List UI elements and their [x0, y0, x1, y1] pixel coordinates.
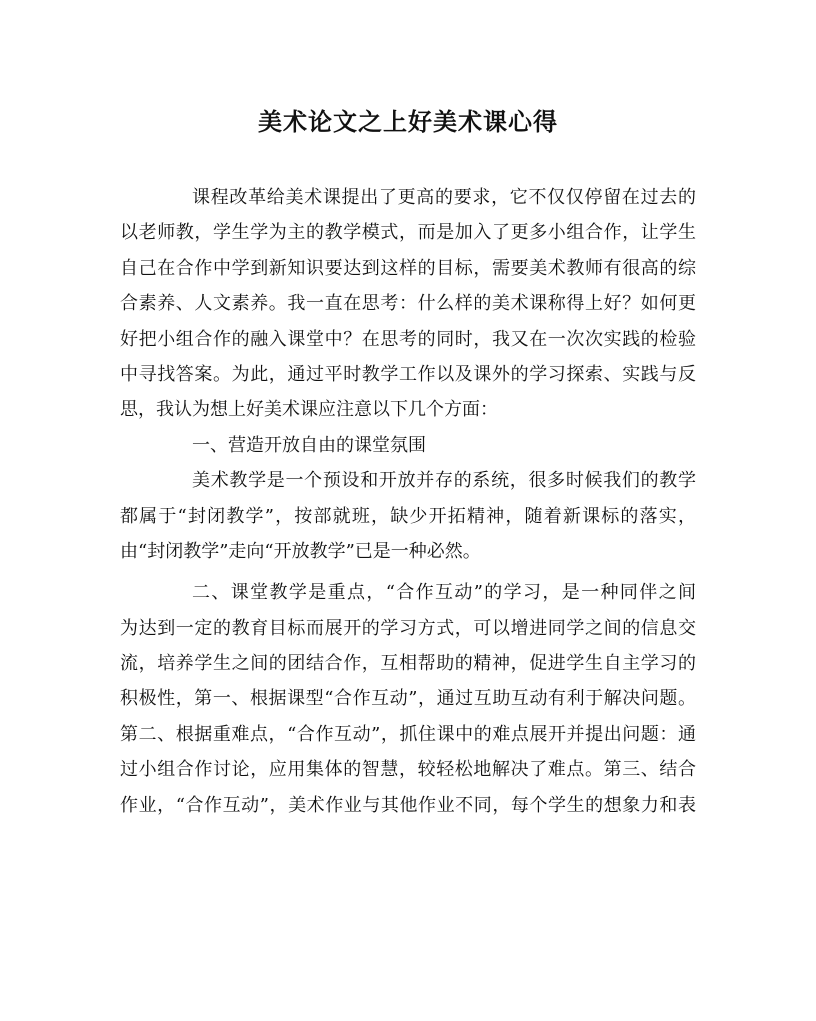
paragraph-line: 过小组合作讨论，应用集体的智慧，较轻松地解决了难点。第三、结合	[120, 759, 696, 781]
paragraph-line: 自己在合作中学到新知识要达到这样的目标，需要美术教师有很高的综	[120, 257, 696, 279]
paragraph-line: 都属于“封闭教学”，按部就班，缺少开拓精神，随着新课标的落实，	[120, 505, 696, 527]
paragraph-line: 为达到一定的教育目标而展开的学习方式，可以增进同学之间的信息交	[120, 617, 696, 639]
section-heading: 一、营造开放自由的课堂氛围	[192, 434, 426, 456]
paragraph-line: 中寻找答案。为此，通过平时教学工作以及课外的学习探索、实践与反	[120, 363, 696, 385]
document-title: 美术论文之上好美术课心得	[258, 107, 558, 136]
paragraph-line: 二、课堂教学是重点，“合作互动”的学习，是一种同伴之间	[192, 582, 696, 604]
paragraph-line: 流，培养学生之间的团结合作，互相帮助的精神，促进学生自主学习的	[120, 653, 696, 675]
paragraph-line: 好把小组合作的融入课堂中？在思考的同时，我又在一次次实践的检验	[120, 328, 696, 350]
document-body	[120, 180, 696, 823]
paragraph-line: 美术教学是一个预设和开放并存的系统，很多时候我们的教学	[192, 470, 696, 492]
paragraph-line: 积极性，第一、根据课型“合作互动”，通过互助互动有利于解决问题。	[120, 688, 696, 710]
paragraph-line: 思，我认为想上好美术课应注意以下几个方面：	[120, 399, 498, 421]
paragraph-line: 由“封闭教学”走向“开放教学”已是一种必然。	[120, 540, 481, 562]
paragraph-line: 第二、根据重难点，“合作互动”，抓住课中的难点展开并提出问题：通	[120, 723, 696, 745]
paragraph-line: 课程改革给美术课提出了更高的要求，它不仅仅停留在过去的	[192, 187, 696, 208]
paragraph-line: 以老师教，学生学为主的教学模式，而是加入了更多小组合作，让学生	[120, 222, 696, 244]
paragraph-line: 合素养、人文素养。我一直在思考：什么样的美术课称得上好？如何更	[120, 293, 696, 315]
paragraph-line: 作业，“合作互动”，美术作业与其他作业不同，每个学生的想象力和表	[120, 794, 696, 816]
